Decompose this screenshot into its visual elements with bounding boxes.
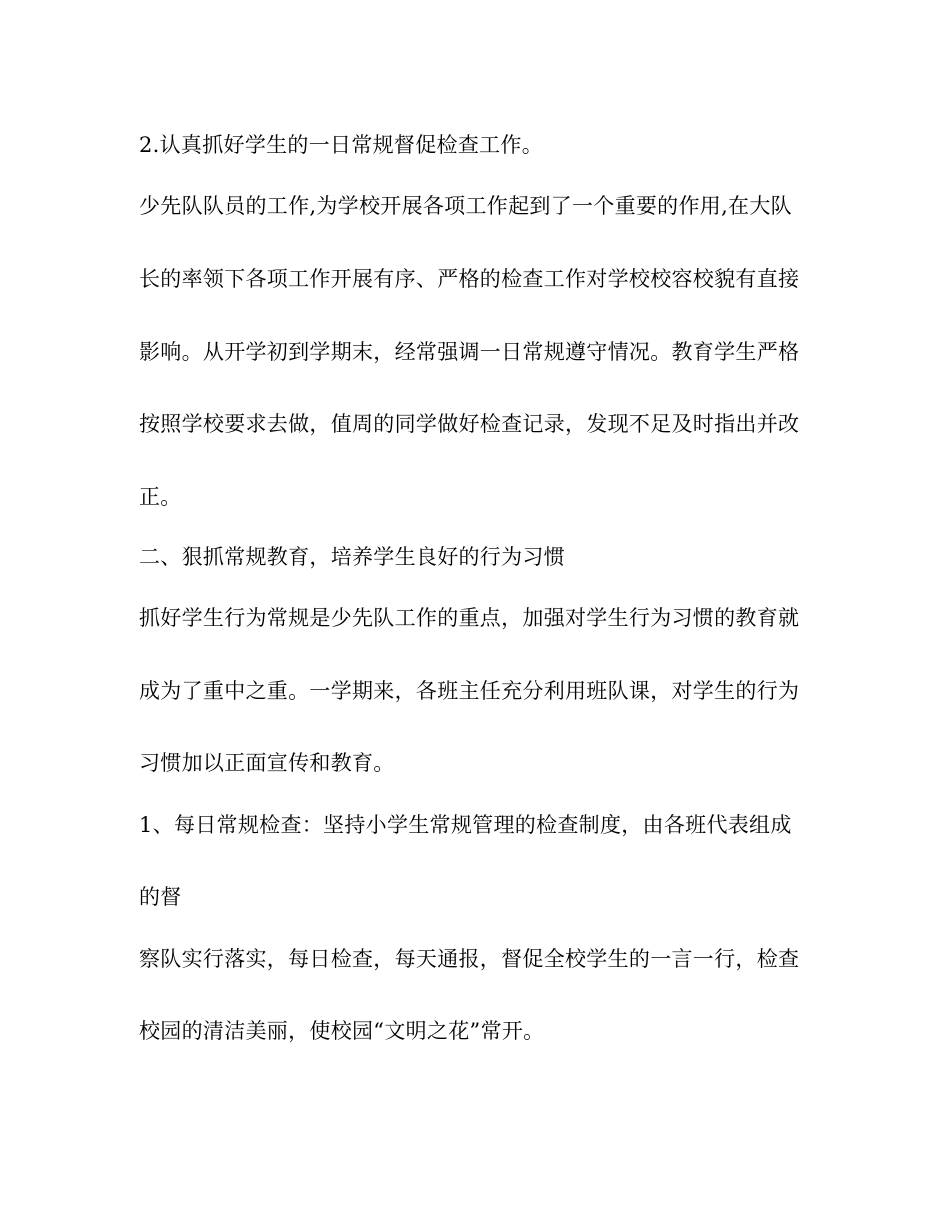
paragraph-line: 正。 xyxy=(139,485,182,509)
paragraph-line: 影响。从开学初到学期末，经常强调一日常规遵守情况。教育学生严格 xyxy=(139,340,800,364)
section-heading-2: 二、狠抓常规教育，培养学生良好的行为习惯 xyxy=(139,545,565,569)
paragraph-line: 习惯加以正面宣传和教育。 xyxy=(139,751,395,775)
paragraph-line: 校园的清洁美丽，使校园“文明之花”常开。 xyxy=(139,1019,545,1043)
paragraph-line: 少先队队员的工作,为学校开展各项工作起到了一个重要的作用,在大队 xyxy=(139,194,792,218)
paragraph-line: 的督 xyxy=(139,885,182,909)
paragraph-line: 成为了重中之重。一学期来，各班主任充分利用班队课，对学生的行为 xyxy=(139,679,800,703)
paragraph-line: 按照学校要求去做，值周的同学做好检查记录，发现不足及时指出并改 xyxy=(139,412,800,436)
paragraph-line: 长的率领下各项工作开展有序、严格的检查工作对学校校容校貌有直接 xyxy=(139,267,800,291)
section-heading-1: 2.认真抓好学生的一日常规督促检查工作。 xyxy=(139,133,544,157)
paragraph-line: 察队实行落实，每日检查，每天通报，督促全校学生的一言一行，检查 xyxy=(139,947,800,971)
paragraph-line: 抓好学生行为常规是少先队工作的重点，加强对学生行为习惯的教育就 xyxy=(139,606,800,630)
list-item-heading: 1、每日常规检查：坚持小学生常规管理的检查制度，由各班代表组成 xyxy=(139,813,792,837)
